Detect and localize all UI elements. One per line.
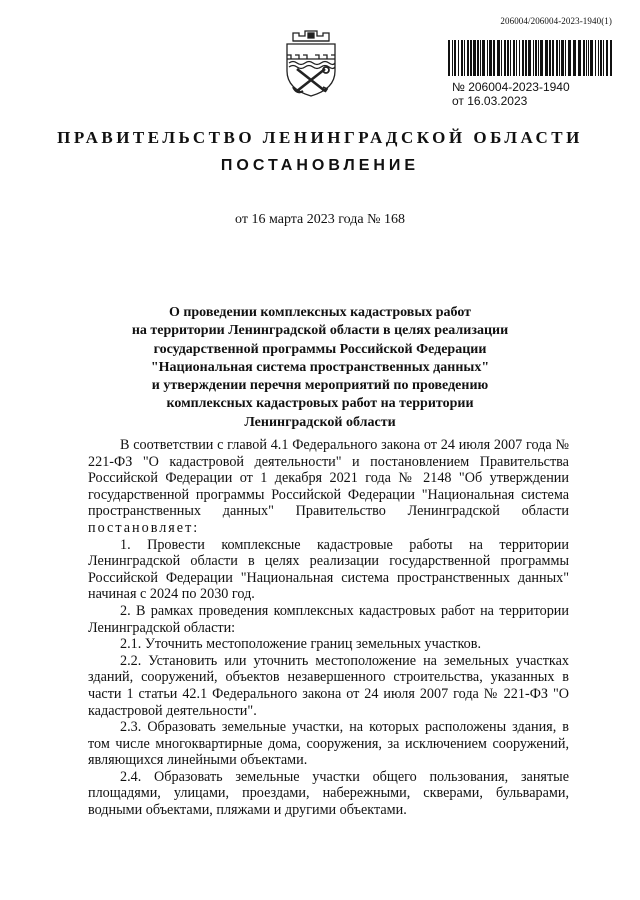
clause-1: 1. Провести комплексные кадастровые работы на территории Ленинградской области в целях реализации государственной программы Российской Федерации "Национальная система пространственных данных" начиная с 2024 по 2030 год.: [88, 536, 569, 603]
document-type-heading: ПОСТАНОВЛЕНИЕ: [220, 157, 420, 174]
decree-dateline: от 16 марта 2023 года № 168: [235, 212, 405, 227]
barcode-bar: [487, 40, 488, 76]
barcode-bar: [603, 40, 604, 76]
barcode-bar: [533, 40, 534, 76]
barcode-bar: [482, 40, 485, 76]
barcode-bar: [600, 40, 602, 76]
barcode-bar: [461, 40, 463, 76]
registration-number: № 206004-2023-1940: [452, 80, 570, 94]
barcode-bar: [573, 40, 576, 76]
barcode-bar: [448, 40, 450, 76]
barcode-bar: [458, 40, 459, 76]
barcode-bar: [545, 40, 548, 76]
barcode-bar: [519, 40, 520, 76]
coat-of-arms-emblem: [279, 27, 343, 99]
barcode-bar: [610, 40, 612, 76]
barcode-bar: [606, 40, 608, 76]
barcode-bar: [454, 40, 456, 76]
barcode-bar: [510, 40, 511, 76]
barcode-bar: [513, 40, 515, 76]
barcode-bar: [586, 40, 587, 76]
clause-2-3: 2.3. Образовать земельные участки, на которых расположены здания, в том числе многоквартирные дома, сооружения, за исключением сооружений, являющихся линейными объектами.: [88, 719, 569, 769]
barcode-bar: [493, 40, 495, 76]
clause-2: 2. В рамках проведения комплексных кадастровых работ на территории Ленинградской области:: [88, 602, 569, 636]
barcode-bar: [559, 40, 560, 76]
barcode-bar: [549, 40, 551, 76]
barcode-bar: [583, 40, 585, 76]
barcode-bar: [538, 40, 539, 76]
barcode-bar: [598, 40, 599, 76]
barcode-bar: [595, 40, 596, 76]
barcode-bar: [497, 40, 500, 76]
title-line: и утверждении перечня мероприятий по проведению: [151, 378, 489, 394]
barcode-bar: [540, 40, 543, 76]
barcode-bar: [473, 40, 476, 76]
barcode-bar: [568, 40, 571, 76]
title-line: на территории Ленинградской области в целях реализации: [131, 323, 509, 339]
barcode-bar: [552, 40, 554, 76]
barcode-bar: [578, 40, 581, 76]
registration-date: от 16.03.2023: [452, 94, 528, 108]
barcode-bar: [480, 40, 481, 76]
clause-2-1: 2.1. Уточнить местоположение границ земельных участков.: [120, 636, 482, 653]
barcode-bar: [467, 40, 469, 76]
barcode-bar: [561, 40, 564, 76]
barcode-bar: [507, 40, 509, 76]
clause-2-4: 2.4. Образовать земельные участки общего пользования, занятые площадями, улицами, проездами, набережными, скверами, бульварами, водными объектами, пляжами и другими объектами.: [88, 768, 569, 819]
barcode-bar: [516, 40, 517, 76]
title-line: комплексных кадастровых работ на территории: [166, 396, 474, 412]
title-line: Ленинградской области: [244, 414, 396, 430]
barcode-bar: [528, 40, 531, 76]
barcode-bar: [535, 40, 537, 76]
title-line: государственной программы Российской Федерации: [153, 341, 487, 357]
barcode-bar: [477, 40, 479, 76]
preamble-verb: постановляет:: [88, 519, 200, 536]
barcode-bar: [588, 40, 589, 76]
barcode-bar: [452, 40, 453, 76]
preamble-paragraph: [88, 437, 569, 537]
barcode-bar: [489, 40, 492, 76]
preamble-text: В соответствии с главой 4.1 Федерального закона от 24 июля 2007 года № 221-ФЗ "О кадастровой деятельности" и постановлением Правительства Российской Федерации от 1 декабря 2021 года № 2148 "Об утверждении государственной программы Российской Федерации "Национальная система пространственных данных" Правительство Ленинградской области: [88, 437, 569, 520]
barcode-bar: [522, 40, 524, 76]
title-line: О проведении комплексных кадастровых работ: [168, 305, 472, 320]
barcode-bar: [470, 40, 472, 76]
document-id: 206004/206004-2023-1940(1): [500, 16, 612, 26]
barcode-bar: [525, 40, 527, 76]
barcode-bar: [556, 40, 558, 76]
barcode-bar: [590, 40, 593, 76]
barcode-bar: [565, 40, 566, 76]
decree-title: [100, 304, 540, 432]
barcode: [448, 40, 612, 76]
registration-stamp: [452, 80, 570, 108]
decree-body: [88, 437, 569, 819]
title-line: "Национальная система пространственных данных": [150, 359, 490, 375]
barcode-bar: [504, 40, 506, 76]
barcode-bar: [501, 40, 502, 76]
barcode-bar: [464, 40, 465, 76]
government-heading: ПРАВИТЕЛЬСТВО ЛЕНИНГРАДСКОЙ ОБЛАСТИ: [57, 128, 583, 147]
clause-2-2: 2.2. Установить или уточнить местоположение на земельных участках зданий, сооружений, объектов незавершенного строительства, указанных в части 1 статьи 42.1 Федерального закона от 24 июля 2007 года № 221-ФЗ "О кадастровой деятельности".: [88, 652, 569, 719]
